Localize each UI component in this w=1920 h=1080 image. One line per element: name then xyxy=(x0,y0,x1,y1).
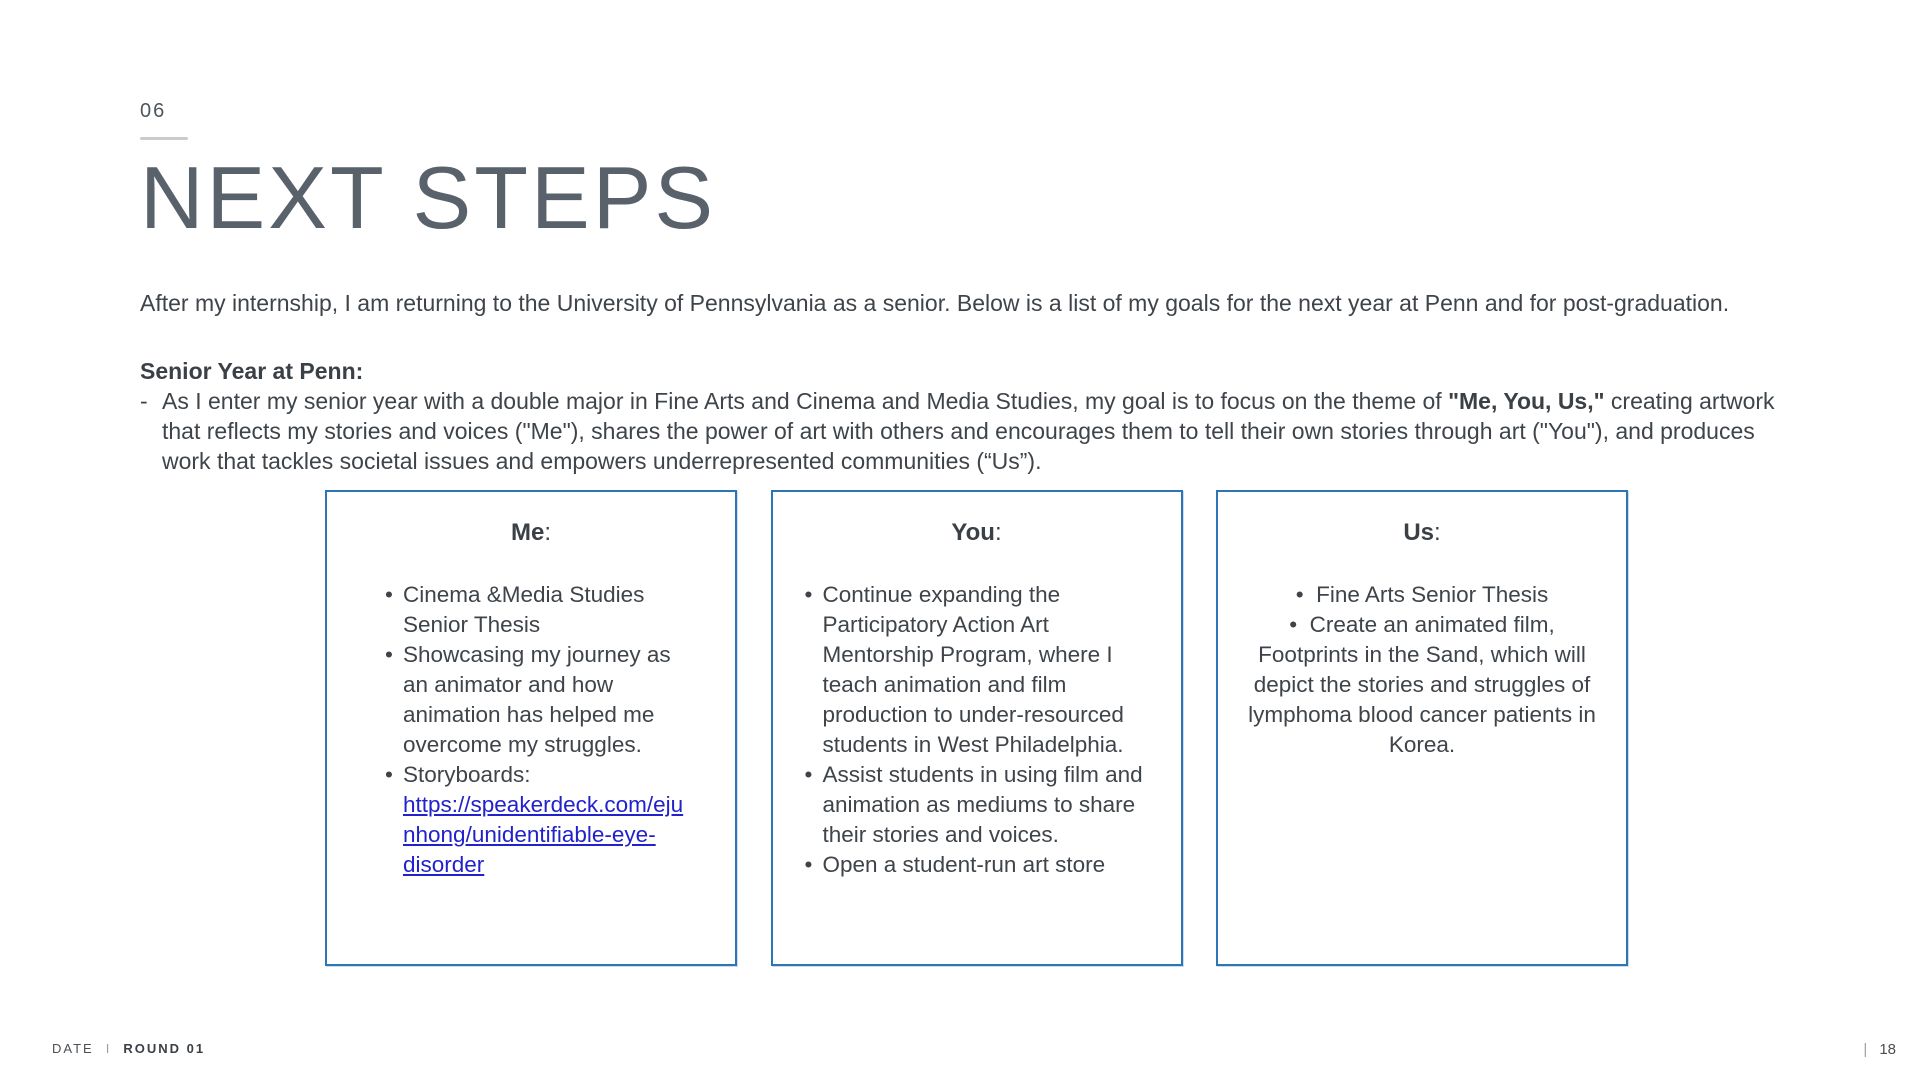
box-title-text: Me xyxy=(510,519,545,547)
box-title-text: You xyxy=(951,519,995,547)
goals-text-bold: "Me, You, Us," xyxy=(1448,388,1605,415)
bullet-dash: - xyxy=(140,388,148,415)
box-title-you xyxy=(785,518,1169,548)
section-rule xyxy=(140,137,188,140)
storyboards-link[interactable]: https://speakerdeck.com/ejunhong/unidentifiable-eye-disorder xyxy=(403,792,684,878)
box-title-text: Us xyxy=(1403,519,1434,547)
footer-date: DATE xyxy=(52,1041,94,1056)
page-title: NEXT STEPS xyxy=(140,148,717,247)
list-item: • Showcasing my journey as an animator and how animation has helped me overcome my struggles. xyxy=(385,640,685,760)
box-title-colon: : xyxy=(544,519,551,547)
goals-bullet xyxy=(140,386,1780,476)
goal-box-us xyxy=(1216,490,1628,966)
box-title-me xyxy=(339,518,723,548)
footer-separator: I xyxy=(105,1041,112,1056)
intro-paragraph: After my internship, I am returning to the University of Pennsylvania as a senior. Below is a list of my goals for the next year at Penn and for post-graduation. xyxy=(140,290,1730,317)
goals-bullet-text xyxy=(162,386,1780,476)
page-indicator xyxy=(1863,1041,1896,1058)
box-title-us xyxy=(1230,518,1614,548)
list-item: • Continue expanding the Participatory Action Art Mentorship Program, where I teach animation and film production to under-resourced students in West Philadelphia. xyxy=(805,580,1159,760)
list-item: • Assist students in using film and animation as mediums to share their stories and voices. xyxy=(805,760,1159,850)
section-number: 06 xyxy=(140,100,167,122)
box-title-colon: : xyxy=(1434,519,1441,547)
footer-round: ROUND 01 xyxy=(123,1041,206,1056)
goal-box-you xyxy=(771,490,1183,966)
page-indicator-number: 18 xyxy=(1879,1041,1896,1058)
section-heading: Senior Year at Penn: xyxy=(140,358,364,385)
footer xyxy=(52,1041,205,1056)
list-item: • Create an animated film, Footprints in the Sand, which will depict the stories and struggles of lymphoma blood cancer patients in Korea. xyxy=(1244,610,1600,760)
list-item xyxy=(385,760,685,880)
box-you-list xyxy=(785,580,1169,880)
list-item: • Fine Arts Senior Thesis xyxy=(1244,580,1600,610)
goals-text-part1: As I enter my senior year with a double major in Fine Arts and Cinema and Media Studies, my goal is to focus on the theme of xyxy=(162,388,1449,415)
storyboards-label: Storyboards: xyxy=(403,762,531,788)
page-indicator-bar: | xyxy=(1863,1041,1868,1058)
goal-boxes-row xyxy=(325,490,1628,966)
goal-box-me xyxy=(325,490,737,966)
list-item: • Cinema &Media Studies Senior Thesis xyxy=(385,580,685,640)
box-title-colon: : xyxy=(994,519,1002,547)
goals-text-part2: creating artwork that reflects my stories and voices ("Me"), shares the power of art with others and encourages them to tell their own stories through art ("You"), and produces work that tackles societal issues and empowers underrepresented communities (“Us”). xyxy=(162,388,1775,475)
list-item: • Open a student-run art store xyxy=(805,850,1159,880)
box-us-list xyxy=(1230,580,1614,760)
box-me-list xyxy=(339,580,723,880)
